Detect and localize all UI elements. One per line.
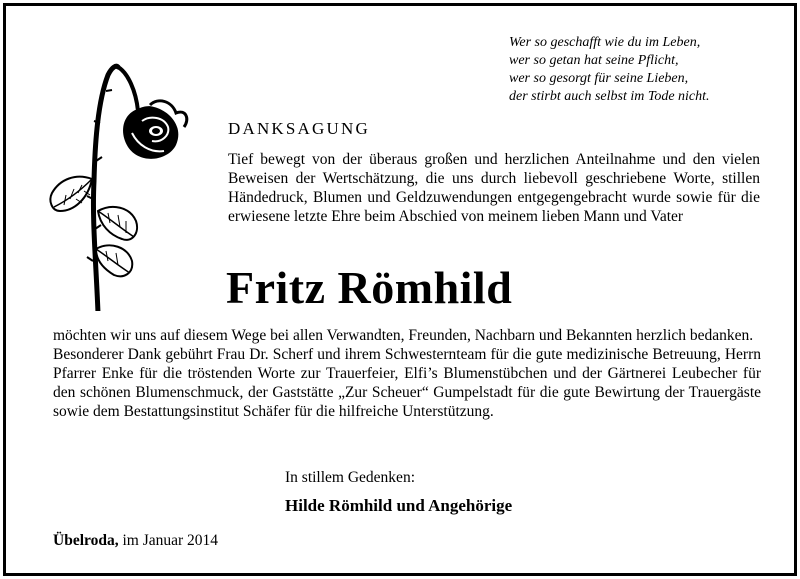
footer-place: Übelroda,	[53, 532, 119, 549]
poem	[509, 34, 779, 106]
body-paragraph: Besonderer Dank gebührt Frau Dr. Scherf und ihrem Schwesternteam für die gute medizinische Betreuung, Herrn Pfarrer Enke für die tröstenden Worte zur Trauerfeier, Elfi’s Blumenstübchen und der Gärtnerei Leubecher für den schönen Blumenschmuck, der Gaststätte „Zur Scheuer“ Gumpelstadt für die gute Bewirtung der Trauergäste sowie dem Bestattungsinstitut Schäfer für die hilfreiche Unterstützung.	[53, 346, 761, 420]
closing-signers: Hilde Römhild und Angehörige	[285, 496, 513, 515]
deceased-name: Fritz Römhild	[226, 262, 513, 313]
intro-text: Tief bewegt von der überaus großen und herzlichen Anteilnahme und den vielen Beweisen der Wertschätzung, die uns durch liebevoll geschriebene Worte, stillen Händedruck, Blumen und Geldzuwendungen entgegengebracht wurde sowie für die erwiesene letzte Ehre beim Abschied von meinem lieben Mann und Vater	[228, 151, 760, 225]
obituary-card	[3, 3, 797, 576]
poem-line: wer so getan hat seine Pflicht,	[509, 53, 679, 68]
poem-line: der stirbt auch selbst im Tode nicht.	[509, 89, 710, 104]
footer-date: im Januar 2014	[122, 532, 219, 549]
poem-line: Wer so geschafft wie du im Leben,	[509, 35, 701, 50]
poem-line: wer so gesorgt für seine Lieben,	[509, 71, 689, 86]
body-text	[53, 326, 761, 421]
heading: DANKSAGUNG	[228, 119, 370, 138]
closing-gedenken: In stillem Gedenken:	[285, 469, 415, 486]
body-paragraph: möchten wir uns auf diesem Wege bei allen Verwandten, Freunden, Nachbarn und Bekannten herzlich bedanken.	[53, 327, 754, 344]
rose-icon	[46, 61, 211, 311]
footer	[53, 532, 218, 550]
